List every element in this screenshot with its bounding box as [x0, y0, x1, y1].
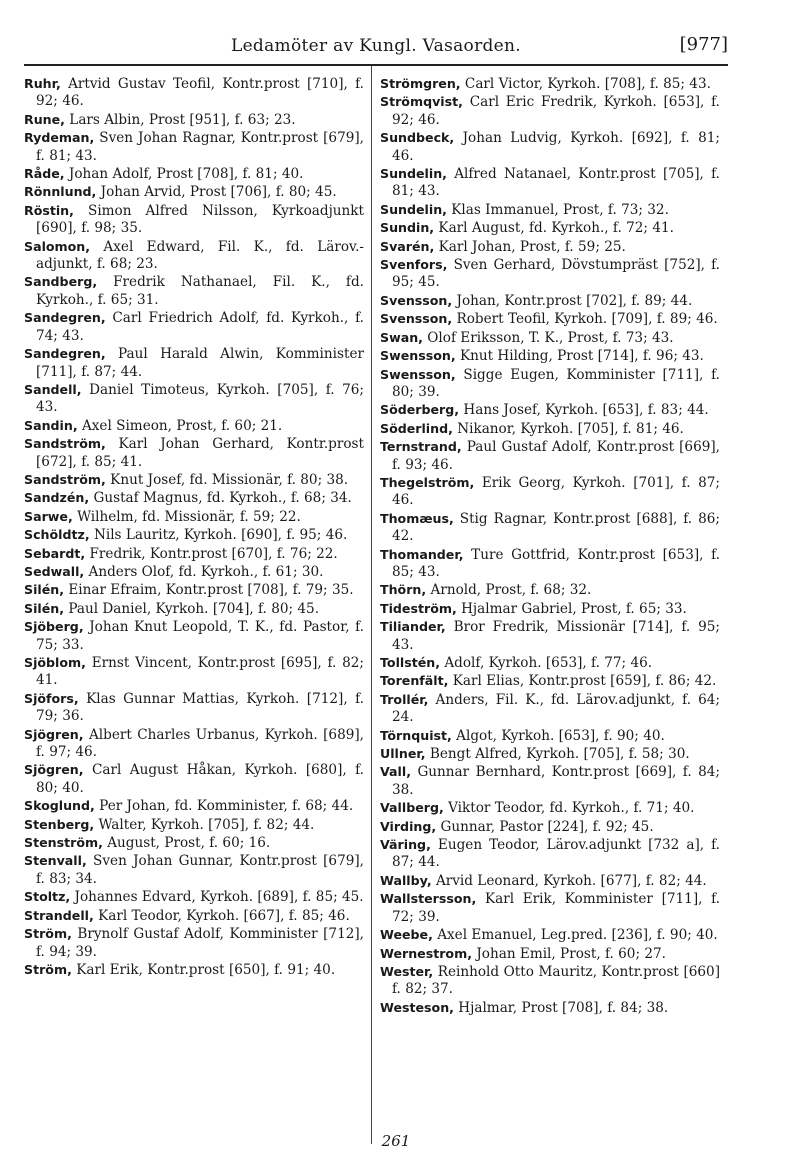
entry-details: Albert Charles Urbanus, Kyrkoh. [689], f. 97; 46.: [36, 726, 364, 761]
register-entry: [380, 238, 720, 256]
entry-details: Fredrik Nathanael, Fil. K., fd. Kyrkoh., f. 65; 31.: [36, 274, 364, 308]
entry-details: Carl August Håkan, Kyrkoh. [680], f. 80; 40.: [36, 762, 364, 796]
entry-surname: Söderberg,: [380, 402, 460, 418]
entry-surname: Strömqvist,: [380, 94, 463, 110]
entry-surname: Torenfält,: [380, 673, 449, 689]
entry-surname: Tollstén,: [380, 655, 441, 670]
register-entry: [380, 872, 720, 890]
entry-surname: Sandström,: [24, 436, 106, 452]
register-entry: [380, 836, 720, 872]
entry-details: Gustaf Magnus, fd. Kyrkoh., f. 68; 34.: [93, 490, 352, 507]
entry-surname: Råde,: [24, 166, 65, 182]
entry-surname: Thomander,: [380, 546, 464, 562]
entry-details: Anders Olof, fd. Kyrkoh., f. 61; 30.: [88, 563, 324, 580]
entry-details: Eugen Teodor, Lärov.adjunkt [732 a], f. 87; 44.: [392, 837, 721, 871]
register-entry: [380, 546, 720, 582]
entry-details: Karl Erik, Komminister [711], f. 72; 39.: [392, 891, 720, 925]
entry-details: Einar Efraim, Kontr.prost [708], f. 79; 35.: [68, 582, 354, 599]
entry-details: Johan, Kontr.prost [702], f. 89; 44.: [456, 292, 693, 309]
entry-surname: Silén,: [24, 582, 64, 598]
register-entry: [380, 963, 720, 999]
entry-details: Wilhelm, fd. Missionär, f. 59; 22.: [77, 508, 301, 525]
register-entry: [24, 888, 364, 906]
entry-details: Johan Emil, Prost, f. 60; 27.: [476, 945, 666, 962]
entry-details: Arvid Leonard, Kyrkoh. [677], f. 82; 44.: [435, 872, 707, 889]
register-entry: [380, 691, 720, 727]
register-entry: [24, 563, 364, 581]
register-entry: [380, 745, 720, 763]
entry-details: Paul Harald Alwin, Komminister [711], f. 87; 44.: [36, 346, 364, 380]
entry-surname: Sandegren,: [24, 346, 106, 362]
entry-details: Johan Adolf, Prost [708], f. 81; 40.: [68, 166, 304, 183]
register-entry: [380, 510, 720, 546]
entry-surname: Swan,: [380, 329, 423, 345]
register-entry: [24, 75, 364, 111]
register-entry: [24, 654, 364, 690]
entry-details: Adolf, Kyrkoh. [653], f. 77; 46.: [444, 655, 653, 671]
register-entry: [380, 219, 720, 237]
entry-details: Bror Fredrik, Missionär [714], f. 95; 43.: [392, 619, 720, 653]
header-rule: [24, 64, 728, 66]
register-entry: [24, 816, 364, 834]
register-entry: [24, 581, 364, 599]
register-entry: [24, 690, 364, 726]
entry-details: Walter, Kyrkoh. [705], f. 82; 44.: [98, 816, 315, 833]
register-entry: [24, 907, 364, 925]
register-entry: [380, 366, 720, 402]
register-entry: [24, 508, 364, 526]
entry-details: Hjalmar, Prost [708], f. 84; 38.: [458, 999, 669, 1016]
register-entry: [380, 474, 720, 510]
register-entry: [380, 420, 720, 438]
entry-details: Karl Johan, Prost, f. 59; 25.: [438, 238, 626, 255]
entry-details: Karl Johan Gerhard, Kontr.prost [672], f. 85; 41.: [36, 436, 364, 470]
register-entry: [380, 310, 720, 328]
entry-surname: Ruhr,: [24, 76, 61, 91]
entry-surname: Sjöfors,: [24, 690, 79, 706]
register-entry: [24, 309, 364, 345]
entry-surname: Salomon,: [24, 238, 91, 254]
entry-surname: Tiliander,: [380, 619, 446, 635]
entry-surname: Törnquist,: [380, 727, 452, 743]
page-number: [977]: [679, 34, 728, 55]
entry-details: Johan Arvid, Prost [706], f. 80; 45.: [100, 184, 337, 201]
entry-surname: Rune,: [24, 111, 65, 127]
register-entry: [24, 381, 364, 417]
entry-details: Axel Edward, Fil. K., fd. Lärov.-adjunkt, f. 68; 23.: [36, 238, 365, 273]
entry-surname: Sebardt,: [24, 545, 86, 561]
entry-surname: Stenvall,: [24, 853, 87, 869]
entry-details: Carl Victor, Kyrkoh. [708], f. 85; 43.: [464, 76, 711, 92]
register-entry: [24, 435, 364, 471]
register-entry: [380, 401, 720, 419]
register-entry: [380, 329, 720, 347]
entry-surname: Sandegren,: [24, 310, 106, 326]
entry-details: August, Prost, f. 60; 16.: [107, 835, 271, 852]
entry-details: Fredrik, Kontr.prost [670], f. 76; 22.: [89, 545, 338, 562]
entry-details: Artvid Gustav Teofil, Kontr.prost [710], f. 92; 46.: [36, 76, 364, 110]
register-entry: [380, 438, 720, 474]
entry-details: Alfred Natanael, Kontr.prost [705], f. 81; 43.: [392, 166, 720, 200]
entry-surname: Wallstersson,: [380, 891, 477, 907]
entry-surname: Sundelin,: [380, 201, 447, 217]
entry-details: Johan Ludvig, Kyrkoh. [692], f. 81; 46.: [392, 130, 720, 164]
register-entry: [380, 581, 720, 599]
entry-details: Ture Gottfrid, Kontr.prost [653], f. 85; 43.: [392, 546, 720, 580]
entry-details: Knut Hilding, Prost [714], f. 96; 43.: [459, 348, 704, 365]
column-divider: [371, 66, 372, 1144]
register-entry: [380, 600, 720, 618]
entry-surname: Stoltz,: [24, 889, 71, 905]
entry-details: Ernst Vincent, Kontr.prost [695], f. 82; 41.: [36, 655, 365, 689]
entry-details: Anders, Fil. K., fd. Lärov.adjunkt, f. 64; 24.: [392, 691, 720, 726]
entry-details: Paul Gustaf Adolf, Kontr.prost [669], f. 93; 46.: [392, 439, 720, 473]
entry-details: Viktor Teodor, fd. Kyrkoh., f. 71; 40.: [448, 800, 695, 817]
register-entry: [380, 165, 720, 201]
entry-details: Carl Friedrich Adolf, fd. Kyrkoh., f. 74; 43.: [36, 310, 364, 344]
register-entry: [380, 818, 720, 836]
entry-surname: Sarwe,: [24, 508, 73, 524]
register-entry: [24, 183, 364, 201]
entry-details: Algot, Kyrkoh. [653], f. 90; 40.: [456, 727, 665, 744]
register-entry: [380, 201, 720, 219]
entry-surname: Swensson,: [380, 348, 456, 364]
register-entry: [380, 93, 720, 129]
entry-surname: Strömgren,: [380, 76, 461, 91]
register-entry: [24, 273, 364, 309]
register-entry: [24, 834, 364, 852]
entry-surname: Svensson,: [380, 311, 453, 327]
register-entry: [24, 489, 364, 507]
folio-number: 261: [381, 1132, 411, 1150]
entry-details: Axel Emanuel, Leg.pred. [236], f. 90; 40.: [437, 927, 718, 944]
entry-surname: Vall,: [380, 764, 411, 780]
entry-surname: Sundelin,: [380, 166, 447, 182]
register-entry: [24, 526, 364, 544]
entry-surname: Sjögren,: [24, 762, 84, 778]
entry-surname: Ternstrand,: [380, 439, 462, 455]
register-entry: [380, 129, 720, 165]
entry-details: Knut Josef, fd. Missionär, f. 80; 38.: [110, 471, 349, 488]
entry-surname: Virding,: [380, 818, 437, 834]
entry-surname: Ullner,: [380, 746, 426, 762]
entry-surname: Wernestrom,: [380, 945, 472, 961]
entry-surname: Stenberg,: [24, 816, 95, 832]
entry-surname: Sandberg,: [24, 274, 98, 290]
register-entry: [24, 345, 364, 381]
register-entry: [24, 417, 364, 435]
register-entry: [24, 165, 364, 183]
register-entry: [380, 926, 720, 944]
entry-surname: Sundbeck,: [380, 130, 455, 146]
entry-surname: Wester,: [380, 963, 434, 979]
entry-details: Olof Eriksson, T. K., Prost, f. 73; 43.: [427, 329, 674, 346]
entry-surname: Sandström,: [24, 471, 106, 487]
entry-details: Simon Alfred Nilsson, Kyrkoadjunkt [690], f. 98; 35.: [36, 202, 365, 237]
entry-surname: Rönnlund,: [24, 184, 97, 200]
entry-surname: Trollér,: [380, 691, 429, 707]
register-entry: [24, 797, 364, 815]
entry-surname: Ström,: [24, 926, 72, 942]
register-entry: [24, 761, 364, 797]
entry-details: Reinhold Otto Mauritz, Kontr.prost [660] f. 82; 37.: [392, 963, 720, 998]
entry-surname: Sundin,: [380, 220, 435, 236]
entry-details: Paul Daniel, Kyrkoh. [704], f. 80; 45.: [68, 600, 320, 617]
entry-details: Sigge Eugen, Komminister [711], f. 80; 39.: [392, 366, 721, 400]
entry-surname: Silén,: [24, 600, 64, 616]
entry-surname: Rydeman,: [24, 130, 95, 146]
entry-surname: Sandzén,: [24, 490, 90, 506]
register-entry: [24, 545, 364, 563]
entry-surname: Westeson,: [380, 999, 454, 1015]
register-entry: [24, 925, 364, 961]
entry-details: Karl Teodor, Kyrkoh. [667], f. 85; 46.: [98, 907, 350, 924]
entry-surname: Vallberg,: [380, 800, 444, 816]
register-entry: [380, 654, 720, 672]
entry-details: Hans Josef, Kyrkoh. [653], f. 83; 44.: [463, 402, 709, 419]
entry-details: Gunnar Bernhard, Kontr.prost [669], f. 84; 38.: [392, 764, 720, 798]
entry-details: Johan Knut Leopold, T. K., fd. Pastor, f. 75; 33.: [36, 619, 364, 653]
register-entry: [380, 75, 720, 93]
entry-surname: Strandell,: [24, 907, 94, 923]
entry-surname: Swensson,: [380, 366, 456, 382]
entry-details: Bengt Alfred, Kyrkoh. [705], f. 58; 30.: [429, 746, 690, 763]
entry-surname: Ström,: [24, 961, 72, 977]
entry-details: Gunnar, Pastor [224], f. 92; 45.: [440, 818, 654, 835]
entry-surname: Wallby,: [380, 872, 432, 888]
entry-details: Karl Erik, Kontr.prost [650], f. 91; 40.: [76, 961, 336, 978]
register-entry: [380, 763, 720, 799]
entry-surname: Thörn,: [380, 582, 427, 598]
entry-details: Nils Lauritz, Kyrkoh. [690], f. 95; 46.: [93, 527, 348, 544]
entry-details: Axel Simeon, Prost, f. 60; 21.: [81, 417, 283, 434]
entry-details: Klas Gunnar Mattias, Kyrkoh. [712], f. 79; 36.: [36, 690, 364, 725]
entry-details: Klas Immanuel, Prost, f. 73; 32.: [451, 201, 669, 218]
register-entry: [380, 890, 720, 926]
register-entry: [24, 471, 364, 489]
entry-surname: Sjöblom,: [24, 655, 86, 670]
entry-surname: Sjöberg,: [24, 619, 84, 635]
register-entry: [380, 672, 720, 690]
entry-surname: Söderlind,: [380, 420, 453, 436]
entry-surname: Sandell,: [24, 381, 82, 397]
register-entry: [24, 111, 364, 129]
entry-surname: Skoglund,: [24, 798, 95, 814]
entry-details: Sven Johan Gunnar, Kontr.prost [679], f. 83; 34.: [36, 853, 364, 887]
register-entry: [380, 999, 720, 1017]
entry-details: Karl August, fd. Kyrkoh., f. 72; 41.: [438, 220, 674, 237]
entry-surname: Sjögren,: [24, 726, 84, 742]
entry-details: Arnold, Prost, f. 68; 32.: [430, 582, 592, 599]
entry-surname: Tideström,: [380, 600, 457, 616]
left-column: [24, 75, 364, 979]
register-entry: [24, 238, 364, 274]
entry-surname: Svenfors,: [380, 257, 448, 273]
right-column: [380, 75, 720, 1017]
register-entry: [24, 961, 364, 979]
register-entry: [380, 347, 720, 365]
entry-details: Johannes Edvard, Kyrkoh. [689], f. 85; 45.: [74, 889, 364, 906]
register-entry: [24, 600, 364, 618]
entry-details: Per Johan, fd. Komminister, f. 68; 44.: [99, 798, 354, 815]
entry-surname: Thegelström,: [380, 474, 475, 490]
entry-surname: Stenström,: [24, 835, 103, 851]
register-entry: [380, 945, 720, 963]
page-title: Ledamöter av Kungl. Vasaorden.: [230, 36, 521, 56]
entry-details: Sven Gerhard, Dövstumpräst [752], f. 95; 45.: [392, 257, 720, 291]
running-header: [24, 36, 728, 62]
entry-surname: Svensson,: [380, 292, 453, 308]
entry-surname: Väring,: [380, 837, 431, 853]
entry-details: Stig Ragnar, Kontr.prost [688], f. 86; 42.: [392, 510, 720, 545]
entry-details: Erik Georg, Kyrkoh. [701], f. 87; 46.: [392, 474, 720, 509]
entry-details: Lars Albin, Prost [951], f. 63; 23.: [69, 111, 296, 128]
entry-surname: Schöldtz,: [24, 527, 90, 543]
entry-surname: Röstin,: [24, 202, 74, 218]
entry-details: Hjalmar Gabriel, Prost, f. 65; 33.: [461, 600, 687, 617]
entry-surname: Sandin,: [24, 417, 78, 433]
register-entry: [380, 799, 720, 817]
entry-details: Brynolf Gustaf Adolf, Komminister [712], f. 94; 39.: [36, 926, 364, 960]
register-entry: [24, 852, 364, 888]
entry-details: Carl Eric Fredrik, Kyrkoh. [653], f. 92; 46.: [392, 94, 720, 128]
register-entry: [24, 618, 364, 654]
register-entry: [380, 292, 720, 310]
entry-surname: Sedwall,: [24, 563, 85, 579]
entry-details: Daniel Timoteus, Kyrkoh. [705], f. 76; 43.: [36, 381, 364, 416]
register-entry: [380, 618, 720, 654]
entry-details: Robert Teofil, Kyrkoh. [709], f. 89; 46.: [456, 311, 718, 328]
entry-details: Nikanor, Kyrkoh. [705], f. 81; 46.: [457, 420, 684, 437]
register-entry: [380, 256, 720, 292]
register-entry: [24, 129, 364, 165]
register-entry: [24, 726, 364, 762]
register-entry: [24, 202, 364, 238]
entry-surname: Svarén,: [380, 238, 435, 254]
entry-details: Sven Johan Ragnar, Kontr.prost [679], f. 81; 43.: [36, 130, 364, 164]
entry-surname: Weebe,: [380, 927, 433, 943]
entry-details: Karl Elias, Kontr.prost [659], f. 86; 42.: [452, 673, 717, 690]
entry-surname: Thomæus,: [380, 510, 454, 526]
register-entry: [380, 727, 720, 745]
